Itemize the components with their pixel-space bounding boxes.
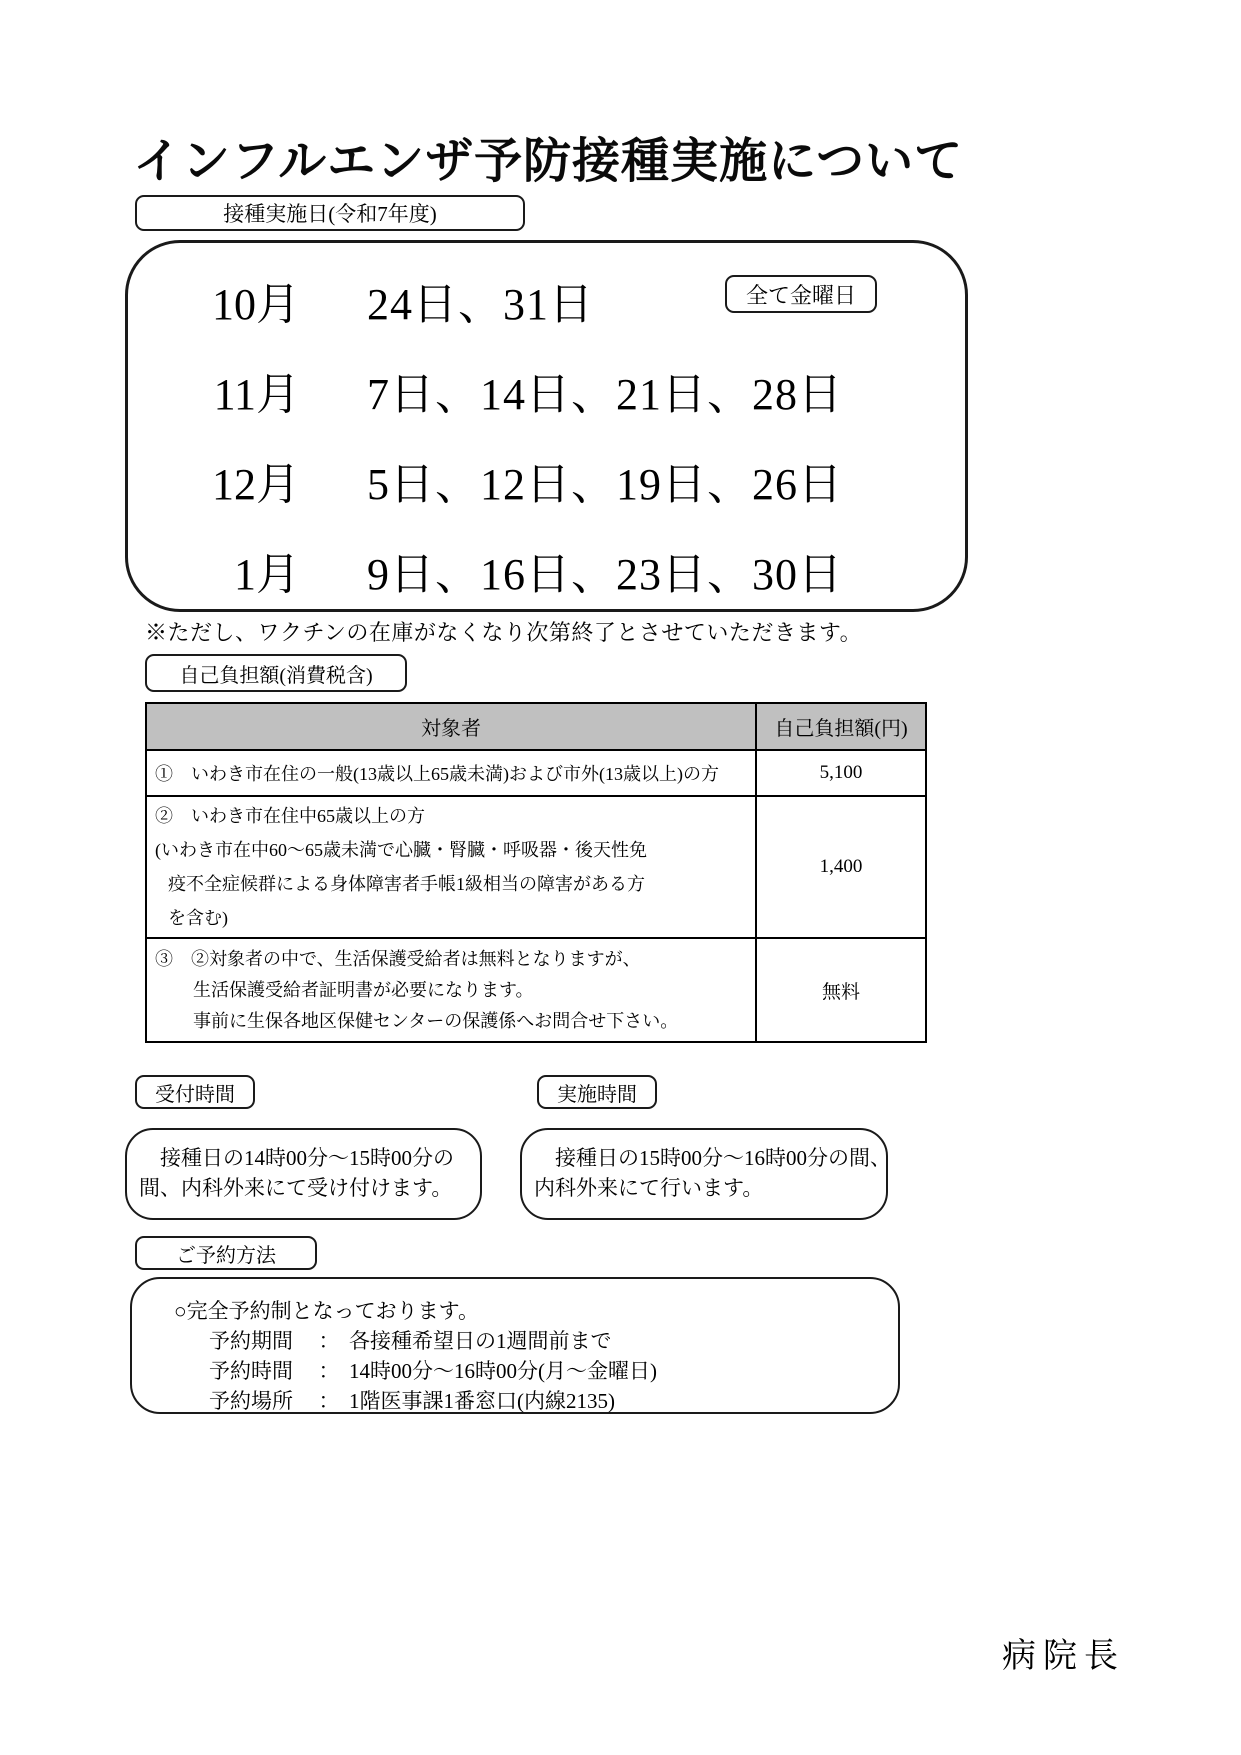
fee-row-senior xyxy=(146,796,926,938)
reservation-item-place xyxy=(132,1386,898,1416)
schedule-row-january xyxy=(128,525,965,615)
fee-row-general-target xyxy=(146,750,756,796)
implementation-section-label-text: 実施時間 xyxy=(557,1083,637,1106)
fee-row-general xyxy=(146,750,926,796)
fee-row-welfare-amount: 無料 xyxy=(756,938,926,1042)
fee-row-general-amount: 5,100 xyxy=(756,750,926,796)
fee-table xyxy=(145,702,927,1043)
fee-section-label-text: 自己負担額(消費税含) xyxy=(179,664,373,687)
schedule-days: 24日、31日 xyxy=(367,280,594,329)
fee-row-senior-target xyxy=(146,796,756,938)
reservation-section-label-text: ご予約方法 xyxy=(176,1244,276,1267)
reservation-item-period xyxy=(132,1326,898,1356)
reservation-item-value: 1階医事課1番窓口(内線2135) xyxy=(349,1389,615,1413)
schedule-row-november xyxy=(128,345,965,435)
fee-row-line: ② いわき市在住中65歳以上の方 xyxy=(155,806,425,826)
reservation-heading: ○完全予約制となっております。 xyxy=(174,1299,480,1323)
reservation-box xyxy=(130,1277,900,1414)
fee-row-welfare xyxy=(146,938,926,1042)
fee-row-line: 事前に生保各地区保健センターの保護係へお問合せ下さい。 xyxy=(193,1010,679,1031)
fee-row-welfare-target xyxy=(146,938,756,1042)
fee-row-line: (いわき市在中60～65歳未満で心臓・腎臓・呼吸器・後天性免 xyxy=(155,840,647,860)
reservation-item-hours xyxy=(132,1356,898,1386)
reservation-item-name: 予約時間 xyxy=(209,1359,293,1383)
fee-row-line: 生活保護受給者証明書が必要になります。 xyxy=(193,979,534,1000)
fee-header-amount: 自己負担額(円) xyxy=(756,703,926,750)
schedule-days: 9日、16日、23日、30日 xyxy=(367,550,843,599)
fee-table-header-row xyxy=(146,703,926,750)
schedule-section-label xyxy=(135,195,525,231)
schedule-days: 7日、14日、21日、28日 xyxy=(367,370,843,419)
implementation-time-line: 接種日の15時00分～16時00分の間、 xyxy=(534,1146,891,1170)
fee-row-line: 疫不全症候群による身体障害者手帳1級相当の障害がある方 xyxy=(168,874,645,894)
reception-time-line: 間、内科外来にて受け付けます。 xyxy=(139,1176,453,1200)
schedule-dates-box xyxy=(125,240,968,612)
implementation-time-box xyxy=(520,1128,891,1220)
fee-row-line: を含む) xyxy=(168,908,228,928)
schedule-month: 12月 xyxy=(212,460,300,509)
reservation-section-label xyxy=(135,1236,317,1270)
reservation-item-colon: ： xyxy=(318,1359,340,1383)
reservation-item-colon: ： xyxy=(318,1389,340,1413)
schedule-days: 5日、12日、19日、26日 xyxy=(367,460,843,509)
fee-row-senior-amount: 1,400 xyxy=(756,796,926,938)
reservation-item-value: 14時00分～16時00分(月～金曜日) xyxy=(349,1359,657,1383)
reservation-item-name: 予約期間 xyxy=(209,1329,293,1353)
reception-section-label xyxy=(135,1075,255,1109)
schedule-row-december xyxy=(128,435,965,525)
implementation-section-label xyxy=(537,1075,657,1109)
reservation-item-name: 予約場所 xyxy=(209,1389,293,1413)
fee-header-target: 対象者 xyxy=(146,703,756,750)
hospital-director-signature: 病院長 xyxy=(1002,1638,1125,1675)
reception-time-box xyxy=(125,1128,482,1220)
friday-badge-text: 全て金曜日 xyxy=(745,282,856,308)
fee-section-label xyxy=(145,654,407,692)
fee-row-line: ① いわき市在住の一般(13歳以上65歳未満)および市外(13歳以上)の方 xyxy=(155,764,719,784)
schedule-month: 11月 xyxy=(213,370,300,419)
fee-row-line: ③ ②対象者の中で、生活保護受給者は無料となりますが、 xyxy=(155,948,641,969)
reservation-item-colon: ： xyxy=(318,1329,340,1353)
schedule-section-label-text: 接種実施日(令和7年度) xyxy=(223,202,437,226)
implementation-time-line: 内科外来にて行います。 xyxy=(534,1176,764,1200)
reception-section-label-text: 受付時間 xyxy=(155,1083,235,1106)
friday-badge xyxy=(725,275,877,313)
schedule-month: 1月 xyxy=(234,550,300,599)
vaccine-stock-note: ※ただし、ワクチンの在庫がなくなり次第終了とさせていただきます。 xyxy=(145,620,863,645)
reservation-item-value: 各接種希望日の1週間前まで xyxy=(349,1329,612,1353)
schedule-month: 10月 xyxy=(212,280,300,329)
page-title: インフルエンザ予防接種実施について xyxy=(133,135,964,188)
reception-time-line: 接種日の14時00分～15時00分の xyxy=(139,1146,454,1170)
